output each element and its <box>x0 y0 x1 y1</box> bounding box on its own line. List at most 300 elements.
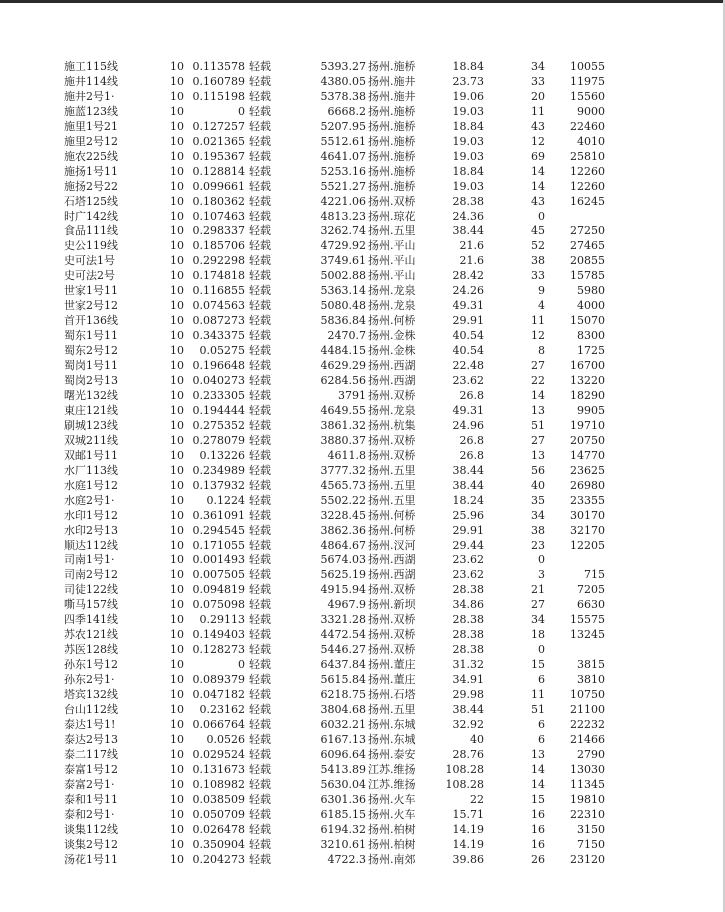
cell-type[interactable]: 轻载 <box>249 269 271 283</box>
cell-cap[interactable]: 26980 <box>570 478 605 492</box>
cell-cap[interactable]: 16700 <box>570 359 605 373</box>
cell-area[interactable]: 扬州.施桥 <box>368 134 416 148</box>
cell-area[interactable]: 扬州.南郊 <box>368 852 416 866</box>
cell-cap[interactable]: 23120 <box>570 852 605 866</box>
cell-name[interactable]: 施井114线 <box>64 74 118 88</box>
cell-len[interactable]: 6668.2 <box>327 104 366 118</box>
cell-b[interactable]: 0.361091 <box>192 508 245 522</box>
cell-a[interactable]: 10 <box>170 792 184 806</box>
cell-b[interactable]: 0.137932 <box>192 478 245 492</box>
cell-name[interactable]: 水厂113线 <box>64 463 118 477</box>
cell-cnt[interactable]: 12 <box>531 329 545 343</box>
cell-area[interactable]: 扬州.何桥 <box>368 523 416 537</box>
cell-type[interactable]: 轻载 <box>249 254 271 268</box>
cell-len[interactable]: 3210.61 <box>320 837 366 851</box>
cell-name[interactable]: 施工115线 <box>64 60 118 73</box>
cell-area[interactable]: 扬州.平山 <box>368 254 416 268</box>
cell-area[interactable]: 扬州.龙泉 <box>368 284 416 298</box>
cell-dist[interactable]: 40.54 <box>452 329 484 343</box>
cell-dist[interactable]: 18.84 <box>452 164 484 178</box>
cell-b[interactable]: 0.174818 <box>192 269 245 283</box>
cell-len[interactable]: 5207.95 <box>320 119 366 133</box>
cell-cap[interactable]: 19810 <box>570 792 605 806</box>
cell-b[interactable]: 0.094819 <box>192 583 245 597</box>
cell-len[interactable]: 6437.84 <box>320 658 366 672</box>
cell-dist[interactable]: 23.62 <box>452 374 484 388</box>
cell-cap[interactable]: 5980 <box>577 284 605 298</box>
cell-a[interactable]: 10 <box>170 777 184 791</box>
cell-dist[interactable]: 26.8 <box>459 388 484 402</box>
cell-len[interactable]: 5836.84 <box>320 314 366 328</box>
cell-name[interactable]: 泰和2号1· <box>64 807 115 821</box>
cell-a[interactable]: 10 <box>170 478 184 492</box>
cell-type[interactable]: 轻载 <box>249 433 271 447</box>
cell-area[interactable]: 扬州.施井 <box>368 74 416 88</box>
cell-a[interactable]: 10 <box>170 164 184 178</box>
cell-b[interactable]: 0.127257 <box>192 119 245 133</box>
cell-type[interactable]: 轻载 <box>249 418 271 432</box>
cell-type[interactable]: 轻载 <box>249 344 271 358</box>
cell-a[interactable]: 10 <box>170 388 184 402</box>
cell-a[interactable]: 10 <box>170 299 184 313</box>
cell-a[interactable]: 10 <box>170 269 184 283</box>
cell-cnt[interactable]: 16 <box>531 807 545 821</box>
cell-type[interactable]: 轻载 <box>249 822 271 836</box>
cell-a[interactable]: 10 <box>170 508 184 522</box>
cell-a[interactable]: 10 <box>170 179 184 193</box>
cell-type[interactable]: 轻载 <box>249 493 271 507</box>
cell-len[interactable]: 5512.61 <box>320 134 366 148</box>
cell-b[interactable]: 0.038509 <box>192 792 245 806</box>
cell-cap[interactable]: 2790 <box>577 747 605 761</box>
cell-type[interactable]: 轻载 <box>249 194 271 208</box>
cell-cap[interactable]: 12260 <box>570 164 605 178</box>
cell-b[interactable]: 0.160789 <box>192 74 245 88</box>
cell-area[interactable]: 扬州.施井 <box>368 89 416 103</box>
cell-b[interactable]: 0.066764 <box>192 717 245 731</box>
cell-name[interactable]: 时广142线 <box>64 209 118 223</box>
cell-a[interactable]: 10 <box>170 852 184 866</box>
cell-area[interactable]: 扬州.何桥 <box>368 314 416 328</box>
cell-name[interactable]: 泰富2号1· <box>64 777 115 791</box>
cell-area[interactable]: 扬州.双桥 <box>368 448 416 462</box>
cell-type[interactable]: 轻载 <box>249 508 271 522</box>
cell-name[interactable]: 刷城123线 <box>64 418 118 432</box>
cell-dist[interactable]: 19.03 <box>452 134 484 148</box>
cell-dist[interactable]: 108.28 <box>445 762 484 776</box>
cell-cap[interactable]: 3150 <box>577 822 605 836</box>
cell-cnt[interactable]: 16 <box>531 822 545 836</box>
cell-b[interactable]: 0.087273 <box>192 314 245 328</box>
cell-cap[interactable]: 18290 <box>570 388 605 402</box>
cell-b[interactable]: 0.233305 <box>192 388 245 402</box>
cell-type[interactable]: 轻载 <box>249 209 271 223</box>
cell-len[interactable]: 4472.54 <box>320 628 366 642</box>
cell-cap[interactable]: 14770 <box>570 448 605 462</box>
cell-cnt[interactable]: 11 <box>531 104 545 118</box>
cell-len[interactable]: 5502.22 <box>320 493 366 507</box>
cell-cap[interactable]: 15070 <box>570 314 605 328</box>
cell-len[interactable]: 3777.32 <box>320 463 366 477</box>
cell-area[interactable]: 扬州.龙泉 <box>368 403 416 417</box>
cell-cap[interactable]: 3815 <box>577 658 605 672</box>
cell-b[interactable]: 0.171055 <box>192 538 245 552</box>
cell-name[interactable]: 塔宾132线 <box>64 688 118 702</box>
cell-area[interactable]: 扬州.琼花 <box>368 209 416 223</box>
cell-type[interactable]: 轻载 <box>249 179 271 193</box>
cell-cnt[interactable]: 69 <box>531 149 545 163</box>
cell-dist[interactable]: 40.54 <box>452 344 484 358</box>
cell-area[interactable]: 扬州.平山 <box>368 239 416 253</box>
cell-len[interactable]: 3262.74 <box>320 224 366 238</box>
cell-dist[interactable]: 28.38 <box>452 643 484 657</box>
cell-a[interactable]: 10 <box>170 553 184 567</box>
cell-cnt[interactable]: 12 <box>531 134 545 148</box>
cell-name[interactable]: 水印2号13 <box>64 523 118 537</box>
cell-name[interactable]: 史可法2号 <box>64 269 115 283</box>
cell-a[interactable]: 10 <box>170 598 184 612</box>
cell-dist[interactable]: 26.8 <box>459 433 484 447</box>
cell-cnt[interactable]: 38 <box>531 254 545 268</box>
cell-name[interactable]: 苏医128线 <box>64 643 118 657</box>
cell-dist[interactable]: 19.06 <box>452 89 484 103</box>
cell-b[interactable]: 0.194444 <box>192 403 245 417</box>
cell-len[interactable]: 3228.45 <box>320 508 366 522</box>
cell-cap[interactable]: 27465 <box>570 239 605 253</box>
cell-len[interactable]: 5521.27 <box>320 179 366 193</box>
cell-type[interactable]: 轻载 <box>249 134 271 148</box>
cell-b[interactable]: 0.047182 <box>192 688 245 702</box>
cell-dist[interactable]: 22.48 <box>452 359 484 373</box>
cell-area[interactable]: 扬州.金株 <box>368 344 416 358</box>
cell-name[interactable]: 谈集112线 <box>64 822 118 836</box>
cell-name[interactable]: 水印1号12 <box>64 508 118 522</box>
cell-b[interactable]: 0.275352 <box>192 418 245 432</box>
cell-cap[interactable]: 20750 <box>570 433 605 447</box>
cell-dist[interactable]: 24.26 <box>452 284 484 298</box>
cell-a[interactable]: 10 <box>170 403 184 417</box>
cell-len[interactable]: 5625.19 <box>320 568 366 582</box>
cell-b[interactable]: 0.149403 <box>192 628 245 642</box>
cell-cap[interactable]: 15785 <box>570 269 605 283</box>
cell-cnt[interactable]: 43 <box>531 119 545 133</box>
cell-len[interactable]: 6096.64 <box>320 747 366 761</box>
cell-b[interactable]: 0.128273 <box>192 643 245 657</box>
cell-dist[interactable]: 25.96 <box>452 508 484 522</box>
cell-area[interactable]: 江苏.维扬 <box>368 777 416 791</box>
cell-dist[interactable]: 29.44 <box>452 538 484 552</box>
cell-cap[interactable]: 13245 <box>570 628 605 642</box>
cell-cnt[interactable]: 0 <box>538 209 545 223</box>
cell-type[interactable]: 轻载 <box>249 299 271 313</box>
cell-cnt[interactable]: 8 <box>538 344 545 358</box>
cell-len[interactable]: 3862.36 <box>320 523 366 537</box>
cell-cap[interactable]: 1725 <box>577 344 605 358</box>
cell-cnt[interactable]: 51 <box>531 418 545 432</box>
cell-type[interactable]: 轻载 <box>249 583 271 597</box>
cell-b[interactable]: 0.128814 <box>192 164 245 178</box>
cell-name[interactable]: 施蓝123线 <box>64 104 118 118</box>
cell-dist[interactable]: 49.31 <box>452 299 484 313</box>
cell-area[interactable]: 扬州.柏树 <box>368 837 416 851</box>
cell-a[interactable]: 10 <box>170 628 184 642</box>
cell-dist[interactable]: 24.96 <box>452 418 484 432</box>
cell-dist[interactable]: 18.84 <box>452 60 484 73</box>
cell-type[interactable]: 轻载 <box>249 568 271 582</box>
cell-cnt[interactable]: 9 <box>538 284 545 298</box>
cell-len[interactable]: 3749.61 <box>320 254 366 268</box>
cell-a[interactable]: 10 <box>170 523 184 537</box>
cell-len[interactable]: 3804.68 <box>320 702 366 716</box>
cell-name[interactable]: 東庄121线 <box>64 403 118 417</box>
cell-a[interactable]: 10 <box>170 224 184 238</box>
cell-b[interactable]: 0.196648 <box>192 359 245 373</box>
cell-cnt[interactable]: 14 <box>531 777 545 791</box>
cell-type[interactable]: 轻载 <box>249 164 271 178</box>
cell-dist[interactable]: 19.03 <box>452 104 484 118</box>
cell-b[interactable]: 0.029524 <box>192 747 245 761</box>
cell-dist[interactable]: 39.86 <box>452 852 484 866</box>
cell-dist[interactable]: 49.31 <box>452 403 484 417</box>
cell-len[interactable]: 2470.7 <box>327 329 366 343</box>
cell-len[interactable]: 4565.73 <box>320 478 366 492</box>
cell-type[interactable]: 轻载 <box>249 74 271 88</box>
cell-name[interactable]: 石塔125线 <box>64 194 118 208</box>
cell-cap[interactable]: 22460 <box>570 119 605 133</box>
cell-cap[interactable]: 9000 <box>577 104 605 118</box>
cell-area[interactable]: 扬州.西湖 <box>368 553 416 567</box>
cell-name[interactable]: 双邮1号11 <box>64 448 118 462</box>
cell-type[interactable]: 轻载 <box>249 702 271 716</box>
cell-a[interactable]: 10 <box>170 314 184 328</box>
cell-cnt[interactable]: 27 <box>531 433 545 447</box>
cell-area[interactable]: 扬州.施桥 <box>368 179 416 193</box>
cell-area[interactable]: 扬州.双桥 <box>368 583 416 597</box>
cell-name[interactable]: 首开136线 <box>64 314 118 328</box>
cell-type[interactable]: 轻载 <box>249 403 271 417</box>
cell-type[interactable]: 轻载 <box>249 119 271 133</box>
cell-name[interactable]: 双城211线 <box>64 433 118 447</box>
cell-cap[interactable]: 16245 <box>570 194 605 208</box>
cell-area[interactable]: 扬州.五里 <box>368 493 416 507</box>
cell-type[interactable]: 轻载 <box>249 628 271 642</box>
cell-a[interactable]: 10 <box>170 239 184 253</box>
cell-type[interactable]: 轻载 <box>249 60 271 73</box>
cell-cap[interactable]: 19710 <box>570 418 605 432</box>
cell-dist[interactable]: 28.42 <box>452 269 484 283</box>
cell-len[interactable]: 5446.27 <box>320 643 366 657</box>
cell-b[interactable]: 0.116855 <box>192 284 245 298</box>
cell-name[interactable]: 孙东1号12 <box>64 658 118 672</box>
cell-cnt[interactable]: 34 <box>531 60 545 73</box>
cell-type[interactable]: 轻载 <box>249 807 271 821</box>
cell-a[interactable]: 10 <box>170 568 184 582</box>
cell-len[interactable]: 4629.29 <box>320 359 366 373</box>
cell-cap[interactable]: 6630 <box>577 598 605 612</box>
cell-cap[interactable]: 21100 <box>570 702 605 716</box>
cell-len[interactable]: 5393.27 <box>320 60 366 73</box>
cell-name[interactable]: 施扬2号22 <box>64 179 118 193</box>
cell-len[interactable]: 6185.15 <box>320 807 366 821</box>
cell-a[interactable]: 10 <box>170 433 184 447</box>
cell-cnt[interactable]: 22 <box>531 374 545 388</box>
cell-dist[interactable]: 32.92 <box>452 717 484 731</box>
cell-len[interactable]: 4221.06 <box>320 194 366 208</box>
cell-a[interactable]: 10 <box>170 284 184 298</box>
cell-type[interactable]: 轻载 <box>249 643 271 657</box>
cell-a[interactable]: 10 <box>170 344 184 358</box>
cell-cap[interactable]: 30170 <box>570 508 605 522</box>
cell-cnt[interactable]: 34 <box>531 508 545 522</box>
cell-dist[interactable]: 34.86 <box>452 598 484 612</box>
cell-name[interactable]: 泰富1号12 <box>64 762 118 776</box>
cell-type[interactable]: 轻载 <box>249 762 271 776</box>
cell-cnt[interactable]: 15 <box>531 658 545 672</box>
cell-cnt[interactable]: 15 <box>531 792 545 806</box>
cell-cap[interactable]: 4000 <box>577 299 605 313</box>
cell-name[interactable]: 司徒122线 <box>64 583 118 597</box>
cell-cap[interactable]: 22310 <box>570 807 605 821</box>
cell-b[interactable]: 0.107463 <box>192 209 245 223</box>
cell-b[interactable]: 0.075098 <box>192 598 245 612</box>
cell-a[interactable]: 10 <box>170 688 184 702</box>
cell-dist[interactable]: 14.19 <box>452 822 484 836</box>
cell-cnt[interactable]: 0 <box>538 643 545 657</box>
cell-type[interactable]: 轻载 <box>249 463 271 477</box>
cell-b[interactable]: 0.074563 <box>192 299 245 313</box>
cell-name[interactable]: 施里1号21 <box>64 119 118 133</box>
cell-type[interactable]: 轻载 <box>249 149 271 163</box>
cell-area[interactable]: 扬州.龙泉 <box>368 299 416 313</box>
cell-len[interactable]: 5253.16 <box>320 164 366 178</box>
cell-cap[interactable]: 9905 <box>577 403 605 417</box>
cell-dist[interactable]: 26.8 <box>459 448 484 462</box>
cell-len[interactable]: 4915.94 <box>320 583 366 597</box>
cell-cnt[interactable]: 11 <box>531 314 545 328</box>
cell-b[interactable]: 0.089379 <box>192 673 245 687</box>
cell-area[interactable]: 扬州.施桥 <box>368 149 416 163</box>
cell-cap[interactable]: 21466 <box>570 732 605 746</box>
cell-b[interactable]: 0.021365 <box>192 134 245 148</box>
cell-a[interactable]: 10 <box>170 837 184 851</box>
cell-name[interactable]: 蜀东2号12 <box>64 344 118 358</box>
cell-area[interactable]: 扬州.五里 <box>368 463 416 477</box>
cell-type[interactable]: 轻载 <box>249 598 271 612</box>
cell-type[interactable]: 轻载 <box>249 837 271 851</box>
cell-area[interactable]: 扬州.西湖 <box>368 568 416 582</box>
cell-cap[interactable]: 4010 <box>577 134 605 148</box>
cell-name[interactable]: 世家1号11 <box>64 284 118 298</box>
cell-cnt[interactable]: 14 <box>531 164 545 178</box>
cell-len[interactable]: 4864.67 <box>320 538 366 552</box>
cell-type[interactable]: 轻载 <box>249 777 271 791</box>
cell-a[interactable]: 10 <box>170 493 184 507</box>
cell-b[interactable]: 0.115198 <box>192 89 245 103</box>
cell-cnt[interactable]: 56 <box>531 463 545 477</box>
cell-name[interactable]: 泰二117线 <box>64 747 118 761</box>
cell-name[interactable]: 泰达2号13 <box>64 732 118 746</box>
cell-area[interactable]: 扬州.柏树 <box>368 822 416 836</box>
cell-cnt[interactable]: 20 <box>531 89 545 103</box>
cell-area[interactable]: 扬州.五里 <box>368 702 416 716</box>
cell-len[interactable]: 5080.48 <box>320 299 366 313</box>
cell-cap[interactable]: 8300 <box>577 329 605 343</box>
cell-name[interactable]: 施农225线 <box>64 149 118 163</box>
cell-len[interactable]: 4722.3 <box>327 852 366 866</box>
cell-cap[interactable]: 15575 <box>570 613 605 627</box>
cell-dist[interactable]: 40 <box>470 732 484 746</box>
cell-name[interactable]: 泰和1号11 <box>64 792 118 806</box>
cell-a[interactable]: 10 <box>170 374 184 388</box>
cell-b[interactable]: 0.040273 <box>192 374 245 388</box>
cell-name[interactable]: 食品111线 <box>64 224 118 238</box>
cell-cnt[interactable]: 11 <box>531 688 545 702</box>
cell-area[interactable]: 扬州.泰安 <box>368 747 416 761</box>
cell-cap[interactable]: 7205 <box>577 583 605 597</box>
cell-type[interactable]: 轻载 <box>249 284 271 298</box>
cell-name[interactable]: 台山112线 <box>64 702 118 716</box>
cell-name[interactable]: 施扬1号11 <box>64 164 118 178</box>
cell-dist[interactable]: 29.91 <box>452 314 484 328</box>
cell-name[interactable]: 蜀岗1号11 <box>64 359 118 373</box>
cell-cnt[interactable]: 13 <box>531 403 545 417</box>
cell-a[interactable]: 10 <box>170 89 184 103</box>
cell-type[interactable]: 轻载 <box>249 388 271 402</box>
cell-cnt[interactable]: 33 <box>531 269 545 283</box>
cell-a[interactable]: 10 <box>170 418 184 432</box>
cell-type[interactable]: 轻载 <box>249 553 271 567</box>
cell-cap[interactable]: 12205 <box>570 538 605 552</box>
cell-cnt[interactable]: 40 <box>531 478 545 492</box>
cell-a[interactable]: 10 <box>170 359 184 373</box>
cell-cnt[interactable]: 27 <box>531 598 545 612</box>
cell-a[interactable]: 10 <box>170 822 184 836</box>
cell-type[interactable]: 轻载 <box>249 523 271 537</box>
cell-cnt[interactable]: 4 <box>538 299 545 313</box>
cell-name[interactable]: 谈集2号12 <box>64 837 118 851</box>
cell-type[interactable]: 轻载 <box>249 747 271 761</box>
cell-dist[interactable]: 19.03 <box>452 149 484 163</box>
cell-len[interactable]: 4641.07 <box>320 149 366 163</box>
cell-a[interactable]: 10 <box>170 643 184 657</box>
cell-cap[interactable]: 32170 <box>570 523 605 537</box>
cell-len[interactable]: 3791 <box>338 388 366 402</box>
cell-a[interactable]: 10 <box>170 60 184 73</box>
cell-a[interactable]: 10 <box>170 194 184 208</box>
cell-type[interactable]: 轻载 <box>249 688 271 702</box>
cell-b[interactable]: 0.23162 <box>199 702 245 716</box>
cell-a[interactable]: 10 <box>170 104 184 118</box>
cell-dist[interactable]: 23.62 <box>452 568 484 582</box>
cell-area[interactable]: 扬州.双桥 <box>368 643 416 657</box>
cell-area[interactable]: 扬州.东城 <box>368 732 416 746</box>
cell-area[interactable]: 江苏.维扬 <box>368 762 416 776</box>
cell-a[interactable]: 10 <box>170 538 184 552</box>
cell-cnt[interactable]: 52 <box>531 239 545 253</box>
cell-a[interactable]: 10 <box>170 762 184 776</box>
cell-a[interactable]: 10 <box>170 329 184 343</box>
cell-dist[interactable]: 28.76 <box>452 747 484 761</box>
cell-a[interactable]: 10 <box>170 807 184 821</box>
cell-dist[interactable]: 28.38 <box>452 613 484 627</box>
cell-cap[interactable]: 3810 <box>577 673 605 687</box>
cell-b[interactable]: 0.1224 <box>206 493 245 507</box>
cell-cnt[interactable]: 14 <box>531 388 545 402</box>
cell-a[interactable]: 10 <box>170 747 184 761</box>
cell-cnt[interactable]: 35 <box>531 493 545 507</box>
cell-area[interactable]: 扬州.金株 <box>368 329 416 343</box>
cell-cnt[interactable]: 14 <box>531 179 545 193</box>
